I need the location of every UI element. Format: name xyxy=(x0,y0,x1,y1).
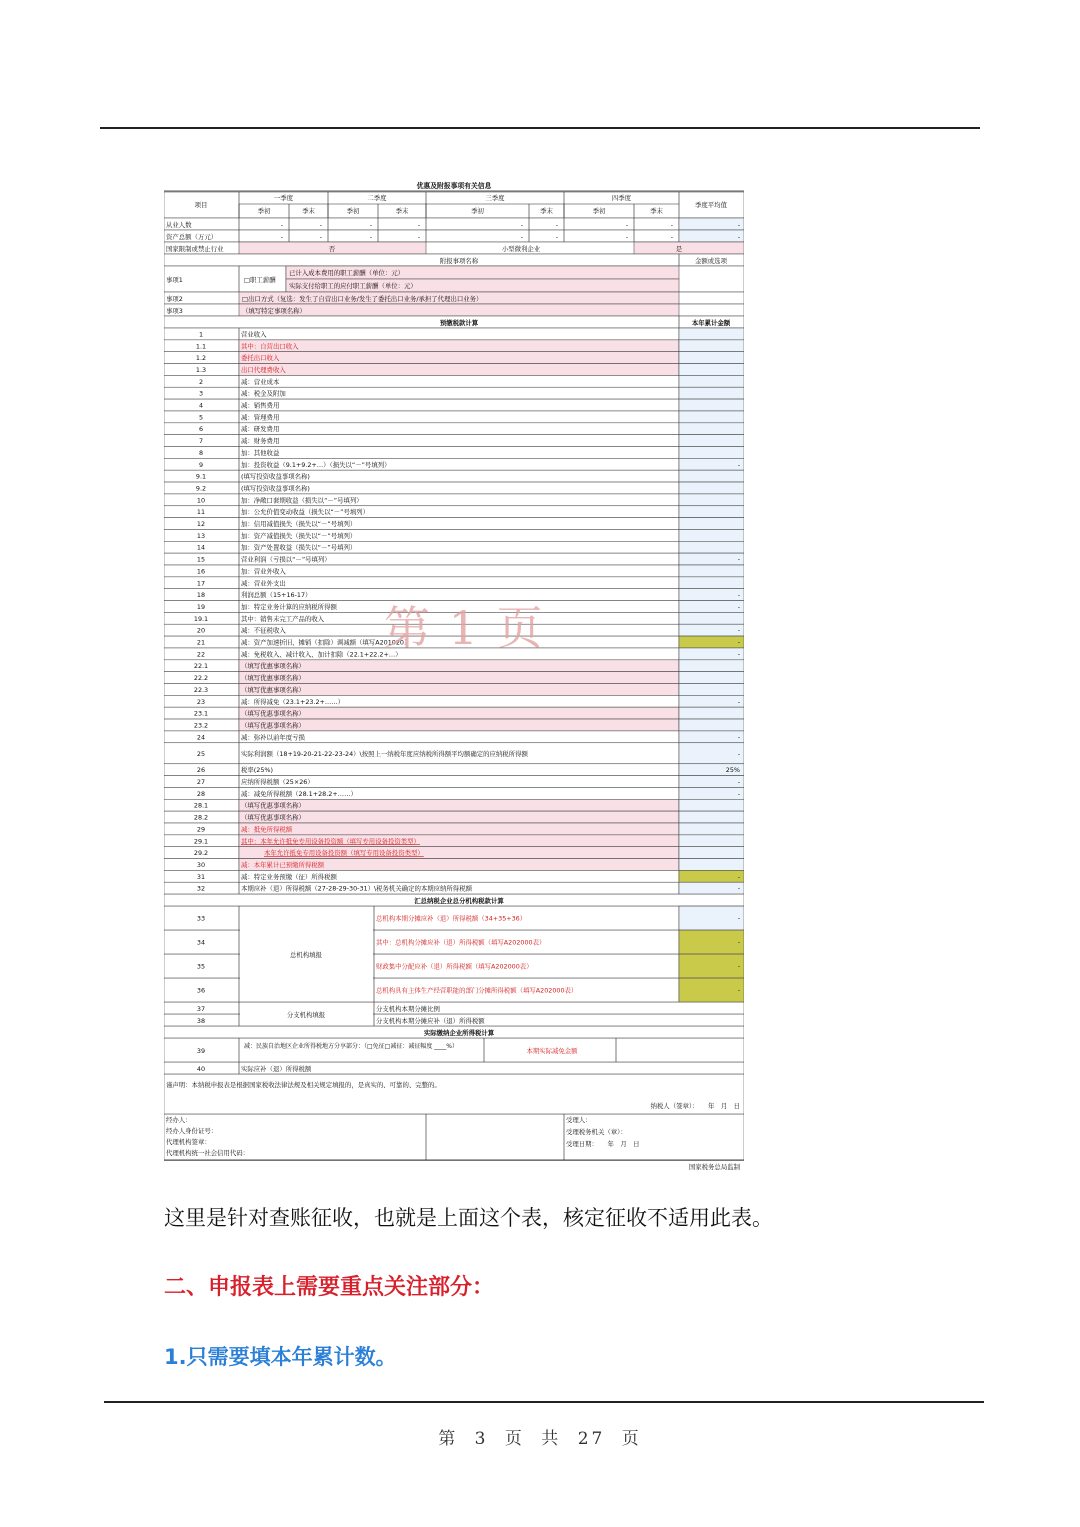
calc-line-no: 29.1 xyxy=(193,837,209,846)
info-value: - xyxy=(369,233,372,241)
calc-value-cell xyxy=(679,636,744,648)
calc-line-text: （填写优惠事项名称） xyxy=(241,721,305,730)
calc-line-no: 23 xyxy=(196,697,206,706)
attach-name: 附报事项名称 xyxy=(439,257,479,265)
calc-line-value: - xyxy=(737,460,740,469)
calc-value-cell xyxy=(679,776,744,788)
calc-line-text: （填写优惠事项名称） xyxy=(241,685,305,694)
header-quarter: 一季度 xyxy=(273,194,294,202)
calc-line-no: 30 xyxy=(196,860,206,869)
calc-line-text: 减：特定业务预缴（征）所得税额 xyxy=(241,872,337,881)
calc-value-cell xyxy=(679,684,744,696)
calc-value-cell xyxy=(679,482,744,494)
calc-value-cell xyxy=(679,387,744,399)
calc-line-no: 31 xyxy=(196,872,206,881)
calc-line-text: 加：投资收益（9.1+9.2+…）（损失以“－”号填列） xyxy=(241,460,391,469)
header-quarter: 四季度 xyxy=(611,194,632,202)
calc-line-text: 委托出口收入 xyxy=(241,354,280,363)
hq-label: 总机构填报 xyxy=(290,951,322,960)
header-sub: 季初 xyxy=(592,207,606,215)
info-row xyxy=(164,230,744,242)
calc-line-value: - xyxy=(737,697,740,706)
calc-value-cell xyxy=(679,364,744,376)
calc-value-cell xyxy=(679,411,744,423)
footer-label-di: 第 xyxy=(438,1429,459,1449)
header-sub: 季末 xyxy=(540,207,553,215)
calc-line-no: 1.2 xyxy=(195,354,207,363)
branch-line-text: 分支机构本期分摊比例 xyxy=(376,1005,440,1014)
calc-line-text: 减：资产加速折旧、摊销（扣除）调减额（填写A201020） xyxy=(241,638,411,647)
calc-value-cell xyxy=(679,847,744,859)
calc-line-no: 14 xyxy=(196,543,206,552)
row39-mid: 本期实际减免金额 xyxy=(526,1047,578,1056)
page-watermark: 第 1 页 xyxy=(384,601,545,655)
calc-line-text: （填写优惠事项名称） xyxy=(241,813,305,822)
calc-line-no: 11 xyxy=(196,508,206,517)
item1-text: 已计入成本费用的职工薪酬（单位：元） xyxy=(289,269,405,277)
small-label: 小型微利企业 xyxy=(501,245,541,253)
info-label: 资产总额（万元） xyxy=(166,233,218,241)
footer-label-ye: 页 xyxy=(504,1429,525,1449)
calc-value-cell xyxy=(679,435,744,447)
hq-line-no: 35 xyxy=(196,962,206,971)
calc-value-cell xyxy=(679,859,744,871)
calc-line-text: 减：免税收入、减计收入、加计扣除（22.1+22.2+…） xyxy=(241,650,402,659)
calc-value-cell xyxy=(679,518,744,530)
hq-line-text: 其中：总机构分摊应补（退）所得税额（填写A202000表） xyxy=(376,938,546,947)
calc-line-text: 应纳所得税额（25×26） xyxy=(241,778,314,787)
calc-line-no: 22.2 xyxy=(193,674,209,683)
branch-line-text: 分支机构本期分摊应补（退）所得税额 xyxy=(376,1017,485,1026)
calc-line-no: 6 xyxy=(198,425,204,434)
footer-page-number: 3 xyxy=(474,1429,489,1449)
hq-line-value: - xyxy=(737,962,740,971)
calc-line-text: 减：营业外支出 xyxy=(241,579,286,588)
calc-line-value: - xyxy=(737,872,740,881)
header-quarter: 二季度 xyxy=(367,194,387,202)
footer-label-gong: 共 xyxy=(541,1429,562,1449)
calc-line-value: 25% xyxy=(725,766,740,775)
calc-line-text: 营业收入 xyxy=(241,330,267,339)
sign-block xyxy=(164,1114,744,1160)
calc-line-text: 加：营业外收入 xyxy=(241,567,286,576)
calc-value-cell xyxy=(679,577,744,589)
calc-line-text: 出口代理费收入 xyxy=(241,365,286,374)
row39-text: 减：民族自治地区企业所得税地方分享部分：（□免征□减征：减征幅度 ____%） xyxy=(244,1043,458,1051)
form-title: 优惠及附报事项有关信息 xyxy=(416,182,492,190)
info-value: - xyxy=(369,221,372,229)
calc-line-value: - xyxy=(737,749,740,758)
calc-line-text: 减：所得减免（23.1+23.2+……） xyxy=(241,697,345,706)
calc-value-cell xyxy=(679,601,744,613)
calc-line-text: 减：财务费用 xyxy=(241,437,280,446)
calc-value-cell xyxy=(679,529,744,541)
calc-value-cell xyxy=(679,731,744,743)
page-footer xyxy=(0,1424,1080,1449)
calc-line-text: 加：资产处置收益（损失以“－”号填列） xyxy=(241,543,357,552)
calc-line-no: 29 xyxy=(196,825,206,834)
calc-line-no: 19 xyxy=(196,602,206,611)
form-maker: 国家税务总局监制 xyxy=(688,1163,740,1172)
calc-line-no: 22 xyxy=(196,650,206,659)
calc-value-cell xyxy=(679,823,744,835)
calc-line-text: 其中：本年允许抵免专用设备投资额（填写专用设备投资类型） xyxy=(241,837,420,846)
calc-line-text: （填写优惠事项名称） xyxy=(241,662,305,671)
calc-line-text: 本期应补（退）所得税额（27-28-29-30-31）\税务机关确定的本期应纳所得税额 xyxy=(241,884,472,893)
hq-line-no: 36 xyxy=(196,986,206,995)
calc-line-no: 22.3 xyxy=(193,685,209,694)
calc-value-cell xyxy=(679,672,744,684)
header-sub: 季初 xyxy=(257,207,271,215)
calc-line-no: 29.2 xyxy=(193,849,209,858)
calc-value-cell xyxy=(679,648,744,660)
calc-line-text: 减：不征税收入 xyxy=(241,626,286,635)
item-label: 事项2 xyxy=(166,295,183,303)
calc-line-value: - xyxy=(737,733,740,742)
calc-line-value: - xyxy=(737,650,740,659)
right-block-text: 受理日期： 年 月 日 xyxy=(566,1140,640,1149)
left-block-text: 代理机构签章： xyxy=(166,1138,211,1147)
info-value: - xyxy=(737,233,740,241)
calc-line-no: 28.1 xyxy=(193,801,209,810)
item1-text: 实际支付给职工的应付职工薪酬（单位：元） xyxy=(289,282,417,290)
calc-line-text: （填写优惠事项名称） xyxy=(241,801,305,810)
calc-value-cell xyxy=(679,743,744,764)
top-rule xyxy=(100,127,980,129)
header-item: 项目 xyxy=(194,201,208,209)
hq-line-no: 34 xyxy=(196,938,206,947)
info-value: - xyxy=(417,233,420,241)
calc-value-cell xyxy=(679,695,744,707)
hq-line-value: - xyxy=(737,986,740,995)
calc-line-no: 15 xyxy=(196,555,206,564)
calc-pink-cell xyxy=(239,707,679,719)
item-text: □出口方式（复选：发生了自营出口业务/发生了委托出口业务/承担了代理出口业务） xyxy=(242,295,483,303)
calc-line-no: 28.2 xyxy=(193,813,209,822)
info-value: - xyxy=(625,233,628,241)
calc-line-text: 加：特定业务计算的应纳税所得额 xyxy=(241,602,337,611)
calc-value-cell xyxy=(679,375,744,387)
restricted-label: 国家限制或禁止行业 xyxy=(166,245,224,253)
hq-value-cell xyxy=(679,978,744,1002)
calc-line-no: 9.2 xyxy=(195,484,207,493)
calc-line-no: 20 xyxy=(196,626,206,635)
calc-value-cell xyxy=(679,541,744,553)
row40-no: 40 xyxy=(196,1065,206,1074)
calc-value-cell xyxy=(679,799,744,811)
info-avg-cell xyxy=(679,218,744,230)
left-block-text: 经办人身份证号： xyxy=(166,1127,218,1136)
calc-value-cell xyxy=(679,835,744,847)
calc-line-no: 24 xyxy=(196,733,206,742)
calc-pink-cell xyxy=(239,719,679,731)
calc-pink-cell xyxy=(239,364,679,376)
calc-value-cell xyxy=(679,399,744,411)
item-box: □职工薪酬 xyxy=(244,276,276,284)
calc-line-value: - xyxy=(737,778,740,787)
calc-value-cell xyxy=(679,494,744,506)
info-value: - xyxy=(417,221,420,229)
calc-line-no: 1 xyxy=(198,330,204,339)
calc-line-text: （填写优惠事项名称） xyxy=(241,674,305,683)
calc-line-no: 19.1 xyxy=(193,614,209,623)
calc-line-no: 22.1 xyxy=(193,662,209,671)
calc-line-text: 实际利润额（18+19-20-21-22-23-24）\按照上一纳税年度应纳税所得额平均额确定的应纳税所得额 xyxy=(241,749,528,758)
header-quarter: 三季度 xyxy=(485,194,505,202)
calc-line-no: 10 xyxy=(196,496,206,505)
sign-text: 纳税人（签章）： 年 月 日 xyxy=(650,1102,740,1111)
calc-pink-cell xyxy=(239,352,679,364)
calc-line-no: 23.1 xyxy=(193,709,209,718)
calc-line-text: 税率(25%) xyxy=(241,766,273,775)
left-block-text: 经办人： xyxy=(166,1116,192,1125)
hq-line-text: 总机构具有主体生产经营职能的部门分摊所得税额（填写A202000表） xyxy=(376,986,578,995)
calc-line-text: (填写投资收益事项名称) xyxy=(241,472,310,481)
calc-value-cell xyxy=(679,565,744,577)
calc-line-no: 2 xyxy=(198,377,204,386)
calc-pink-cell xyxy=(239,799,679,811)
declaration-text: 谨声明：本纳税申报表是根据国家税收法律法规及相关规定填报的，是真实的、可靠的、完整的。 xyxy=(166,1081,441,1090)
calc-line-no: 1.1 xyxy=(195,342,207,351)
info-label: 从业人数 xyxy=(166,221,192,229)
info-row xyxy=(164,218,744,230)
hq-line-value: - xyxy=(737,914,740,923)
calc-value-cell xyxy=(679,458,744,470)
calc-line-value: - xyxy=(737,626,740,635)
calc-line-text: 减：抵免所得税额 xyxy=(241,825,293,834)
calc-pink-cell xyxy=(239,660,679,672)
calc-line-text: 减：管理费用 xyxy=(241,413,280,422)
calc-line-text: 加：信用减值损失（损失以“－”号填列） xyxy=(241,520,357,529)
info-value: - xyxy=(670,233,673,241)
header-sub: 季初 xyxy=(346,207,360,215)
calc-line-no: 8 xyxy=(198,448,204,457)
calc-line-text: 营业利润（亏损以“－”号填列） xyxy=(241,555,331,564)
header-sub: 季末 xyxy=(302,207,315,215)
info-value: - xyxy=(520,233,523,241)
hq-line-value: - xyxy=(737,938,740,947)
calc-value-cell xyxy=(679,707,744,719)
calc-value-cell xyxy=(679,506,744,518)
attach-value: 金额或选项 xyxy=(695,257,727,265)
body-paragraph: 这里是针对查账征收，也就是上面这个表，核定征收不适用此表。 xyxy=(164,1206,773,1230)
calc-line-text: 加：资产减值损失（损失以“－”号填列） xyxy=(241,531,357,540)
actual-title: 实际缴纳企业所得税计算 xyxy=(423,1029,495,1038)
calc-line-no: 16 xyxy=(196,567,206,576)
bottom-rule xyxy=(104,1401,984,1403)
hq-value-cell xyxy=(679,954,744,978)
header-sub: 季末 xyxy=(650,207,663,215)
calc-value-cell xyxy=(679,423,744,435)
calc-line-no: 17 xyxy=(196,579,206,588)
subsection-heading: 1.只需要填本年累计数。 xyxy=(164,1345,397,1369)
calc-line-text: 加：公允价值变动收益（损失以“－”号填列） xyxy=(241,508,370,517)
calc-line-no: 26 xyxy=(196,766,206,775)
info-value: - xyxy=(280,221,283,229)
calc-pink-cell xyxy=(239,811,679,823)
header-sub: 季末 xyxy=(395,207,409,215)
calc-value-cell xyxy=(679,470,744,482)
calc-line-value: - xyxy=(737,591,740,600)
calc-pink-cell xyxy=(239,684,679,696)
hq-line-no: 33 xyxy=(196,914,206,923)
calc-line-no: 5 xyxy=(198,413,204,422)
calc-value-cell xyxy=(679,328,744,340)
calc-line-text: 减：减免所得税额（28.1+28.2+……） xyxy=(241,789,357,798)
info-value: - xyxy=(555,233,558,241)
small-value: 是 xyxy=(675,245,683,253)
branch-line-no: 37 xyxy=(196,1005,206,1014)
calc-value-cell xyxy=(679,660,744,672)
calc-pink-cell xyxy=(239,823,679,835)
calc-line-value: - xyxy=(737,789,740,798)
info-value: - xyxy=(737,221,740,229)
hq-line-text: 总机构本期分摊应补（退）所得税额（34+35+36） xyxy=(376,914,527,923)
calc-pink-cell xyxy=(239,672,679,684)
calc-value-cell xyxy=(679,719,744,731)
calc-value-cell xyxy=(679,882,744,894)
calc-line-text: 减：销售费用 xyxy=(241,401,280,410)
calc-line-no: 25 xyxy=(196,749,206,758)
calc-value-cell xyxy=(679,787,744,799)
calc-line-text: 利润总额（15+16-17） xyxy=(241,591,312,600)
calc-line-value: - xyxy=(737,884,740,893)
row39-no: 39 xyxy=(196,1047,206,1056)
hq-line-text: 财政集中分配应补（退）所得税额（填写A202000表） xyxy=(376,962,533,971)
info-avg-cell xyxy=(679,230,744,242)
info-value: - xyxy=(520,221,523,229)
calc-line-no: 27 xyxy=(196,778,206,787)
hq-value-cell xyxy=(679,906,744,930)
item-label: 事项3 xyxy=(166,307,183,315)
footer-total-pages: 27 xyxy=(577,1429,606,1449)
calc-line-text: 其中：销售未完工产品的收入 xyxy=(241,614,325,623)
calc-line-text: 本年允许抵免专用设备投资额（填写专用设备投资类型） xyxy=(264,849,424,858)
row40-text: 实际应补（退）所得税额 xyxy=(241,1065,312,1074)
info-value: - xyxy=(319,233,322,241)
calc-line-text: 加：净敞口套期收益（损失以“－”号填列） xyxy=(241,496,363,505)
calc-line-text: 减：弥补以前年度亏损 xyxy=(241,733,305,742)
calc-line-text: 减：研发费用 xyxy=(241,425,280,434)
calc-line-text: (填写投资收益事项名称) xyxy=(241,484,310,493)
calc-line-no: 9 xyxy=(198,460,204,469)
calc-title: 预缴税款计算 xyxy=(439,319,479,327)
calc-line-text: （填写优惠事项名称） xyxy=(241,709,305,718)
small-value-cell xyxy=(634,242,744,254)
calc-line-no: 12 xyxy=(196,520,206,529)
calc-line-text: 加：其他收益 xyxy=(241,448,280,457)
calc-value-cell xyxy=(679,447,744,459)
tax-form-image xyxy=(164,180,744,1173)
right-block-text: 受理人： xyxy=(566,1116,592,1125)
calc-line-value: - xyxy=(737,602,740,611)
calc-value-cell xyxy=(679,352,744,364)
calc-line-text: 减：本年累计已预缴所得税额 xyxy=(241,860,325,869)
info-value: - xyxy=(280,233,283,241)
restricted-value: 否 xyxy=(328,245,336,253)
calc-value-cell xyxy=(679,553,744,565)
info-value: - xyxy=(555,221,558,229)
calc-value-cell xyxy=(679,624,744,636)
tax-declaration-form xyxy=(164,180,744,1173)
header-sub: 季初 xyxy=(471,207,484,215)
hq-title: 汇总纳税企业总分机构税款计算 xyxy=(414,897,504,906)
calc-line-no: 9.1 xyxy=(195,472,207,481)
item-label: 事项1 xyxy=(166,276,183,284)
calc-line-no: 13 xyxy=(196,531,206,540)
left-block-text: 代理机构统一社会信用代码： xyxy=(166,1149,250,1158)
info-value: - xyxy=(670,221,673,229)
right-block-text: 受理税务机关（章）： xyxy=(566,1128,627,1137)
branch-line-no: 38 xyxy=(196,1017,206,1026)
calc-line-text: 其中：自营出口收入 xyxy=(241,342,299,351)
calc-value-cell xyxy=(679,589,744,601)
calc-line-no: 7 xyxy=(198,437,204,446)
calc-value-cell xyxy=(679,811,744,823)
calc-line-no: 4 xyxy=(198,401,204,410)
header-avg: 季度平均值 xyxy=(695,201,727,209)
calc-line-no: 3 xyxy=(198,389,204,398)
calc-line-value: - xyxy=(737,638,740,647)
calc-value-cell xyxy=(679,340,744,352)
calc-value-cell xyxy=(679,612,744,624)
footer-label-ye2: 页 xyxy=(621,1429,642,1449)
calc-line-no: 28 xyxy=(196,789,206,798)
calc-pink-cell xyxy=(239,340,679,352)
calc-value-cell xyxy=(679,870,744,882)
section-heading: 二、申报表上需要重点关注部分： xyxy=(164,1275,495,1300)
calc-line-no: 18 xyxy=(196,591,206,600)
hq-value-cell xyxy=(679,930,744,954)
calc-line-no: 21 xyxy=(196,638,206,647)
info-value: - xyxy=(319,221,322,229)
calc-line-no: 23.2 xyxy=(193,721,209,730)
calc-line-value: - xyxy=(737,555,740,564)
calc-line-no: 1.3 xyxy=(195,365,207,374)
calc-amount: 本年累计金额 xyxy=(691,319,731,327)
calc-line-no: 32 xyxy=(196,884,206,893)
branch-label: 分支机构填报 xyxy=(286,1011,326,1020)
item-text: （填写特定事项名称） xyxy=(242,307,306,315)
calc-line-text: 减：税金及附加 xyxy=(241,389,286,398)
info-value: - xyxy=(625,221,628,229)
calc-line-text: 减：营业成本 xyxy=(241,377,280,386)
